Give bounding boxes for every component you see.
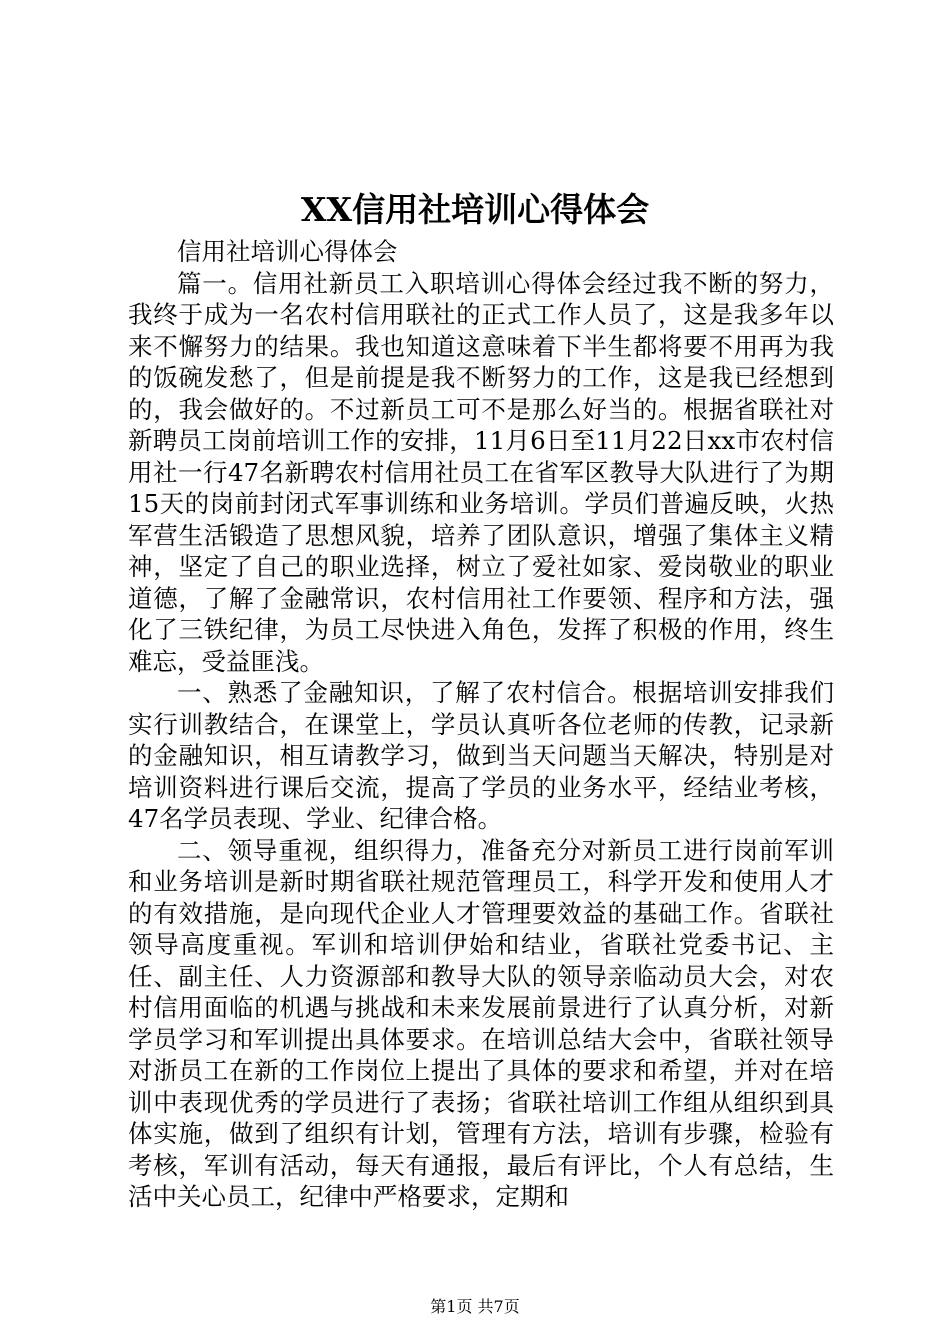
document-subtitle: 信用社培训心得体会 <box>177 237 398 266</box>
paragraph-section-one: 一、熟悉了金融知识，了解了农村信合。根据培训安排我们实行训教结合，在课堂上，学员认真听各位老师的传教，记录新的金融知识，相互请教学习，做到当天问题当天解决，特别是对培训资料进行课后交流，提高了学员的业务水平，经结业考核，47名学员表现、学业、纪律合格。 <box>128 678 834 833</box>
paragraph-section-two: 二、领导重视，组织得力，准备充分对新员工进行岗前军训和业务培训是新时期省联社规范管理员工，科学开发和使用人才的有效措施，是向现代企业人才管理要效益的基础工作。省联社领导高度重视。军训和培训伊始和结业，省联社党委书记、主任、副主任、人力资源部和教导大队的领导亲临动员大会，对农村信用面临的机遇与挑战和未来发展前景进行了认真分析，对新学员学习和军训提出具体要求。在培训总结大会中，省联社领导对浙员工在新的工作岗位上提出了具体的要求和希望，并对在培训中表现优秀的学员进行了表扬；省联社培训工作组从组织到具体实施，做到了组织有计划，管理有方法，培训有步骤，检验有考核，军训有活动，每天有通报，最后有评比，个人有总结，生活中关心员工，纪律中严格要求，定期和 <box>128 835 834 1211</box>
document-body <box>128 236 834 1213</box>
document-title: XX信用社培训心得体会 <box>300 190 650 229</box>
paragraph-part-one: 篇一。信用社新员工入职培训心得体会经过我不断的努力，我终于成为一名农村信用联社的正式工作人员了，这是我多年以来不懈努力的结果。我也知道这意味着下半生都将要不用再为我的饭碗发愁了，但是前提是我不断努力的工作，这是我已经想到的，我会做好的。不过新员工可不是那么好当的。根据省联社对新聘员工岗前培训工作的安排，11月6日至11月22日xx市农村信用社一行47名新聘农村信用社员工在省军区教导大队进行了为期15天的岗前封闭式军事训练和业务培训。学员们普遍反映，火热军营生活锻造了思想风貌，培养了团队意识，增强了集体主义精神，坚定了自己的职业选择，树立了爱社如家、爱岗敬业的职业道德，了解了金融常识，农村信用社工作要领、程序和方法，强化了三铁纪律，为员工尽快进入角色，发挥了积极的作用，终生难忘，受益匪浅。 <box>128 268 834 676</box>
page-number: 第1页 共7页 <box>430 1297 520 1316</box>
